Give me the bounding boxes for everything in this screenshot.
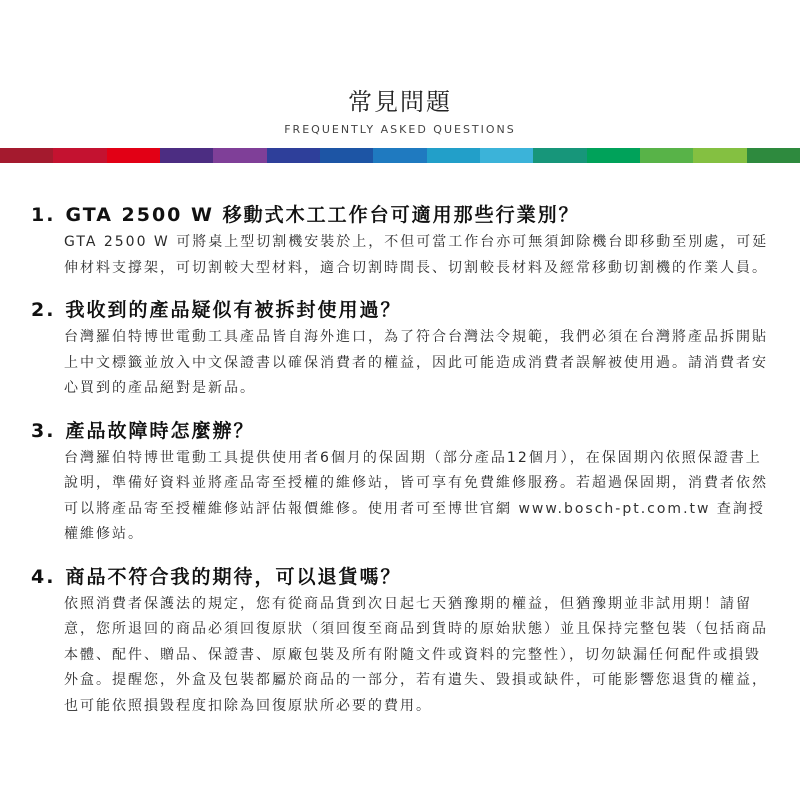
faq-item-2 [0,295,800,402]
faq-question-text: 我收到的產品疑似有被拆封使用過？ [65,299,402,321]
faq-question [0,295,800,325]
color-bar-segment [213,148,266,163]
faq-question-text: 產品故障時怎麼辦？ [65,419,255,442]
color-bar-segment [267,148,320,163]
faq-question [0,416,800,446]
faq-answer [64,446,772,548]
page-subtitle: FREQUENTLY ASKED QUESTIONS [284,123,516,136]
faq-question-number: 3. [31,419,56,442]
color-bar-segment [587,148,640,163]
color-bar-segment [533,148,586,163]
color-bar-segment [427,148,480,163]
color-bar-segment [747,148,800,163]
faq-item-4 [0,562,800,720]
faq-question-number: 4. [31,565,56,588]
website-link[interactable]: www.bosch-pt.com.tw [518,500,711,517]
color-bar-segment [693,148,746,163]
faq-item-1 [0,200,800,281]
faq-question-number: 2. [31,299,56,321]
color-bar-segment [0,148,53,163]
faq-question-number: 1. [31,204,56,226]
color-bar-segment [480,148,533,163]
faq-list [0,200,800,733]
faq-answer-text: 查詢授權維修站。 [64,500,765,542]
faq-question-text: GTA 2500 W 移動式木工工作台可適用那些行業別？ [65,204,580,226]
page-title: 常見問題 [348,88,452,116]
faq-question [0,562,800,592]
brand-color-bar [0,148,800,163]
faq-item-3 [0,416,800,548]
color-bar-segment [53,148,106,163]
color-bar-segment [373,148,426,163]
faq-answer: GTA 2500 W 可將桌上型切割機安裝於上，不但可當工作台亦可無須卸除機台即移動至別處，可延伸材料支撐架，可切割較大型材料，適合切割時間長、切割較長材料及經常移動切割機的作業人員。 [64,234,769,276]
faq-question-text: 商品不符合我的期待，可以退貨嗎？ [65,565,402,588]
faq-answer: 依照消費者保護法的規定，您有從商品貨到次日起七天猶豫期的權益，但猶豫期並非試用期！請留意，您所退回的商品必須回復原狀（須回復至商品到貨時的原始狀態）並且保持完整包裝（包括商品本體、配件、贈品、保證書、原廠包裝及所有附隨文件或資料的完整性），切勿缺漏任何配件或損毀外盒。提醒您，外盒及包裝都屬於商品的一部分，若有遺失、毀損或缺件，可能影響您退貨的權益，也可能依照損毀程度扣除為回復原狀所必要的費用。 [64,595,768,714]
color-bar-segment [320,148,373,163]
color-bar-segment [640,148,693,163]
faq-answer-text: 台灣羅伯特博世電動工具提供使用者6個月的保固期（部分產品12個月），在保固期內依照保證書上說明，準備好資料並將產品寄至授權的維修站，皆可享有免費維修服務。若超過保固期，消費者依然可以將產品寄至授權維修站評估報價維修。使用者可至博世官網 [64,449,768,517]
faq-answer: 台灣羅伯特博世電動工具產品皆自海外進口，為了符合台灣法令規範，我們必須在台灣將產品拆開貼上中文標籤並放入中文保證書以確保消費者的權益，因此可能造成消費者誤解被使用過。請消費者安心買到的產品絕對是新品。 [64,329,768,396]
color-bar-segment [160,148,213,163]
faq-question [0,200,800,230]
page-header [0,86,800,138]
color-bar-segment [107,148,160,163]
